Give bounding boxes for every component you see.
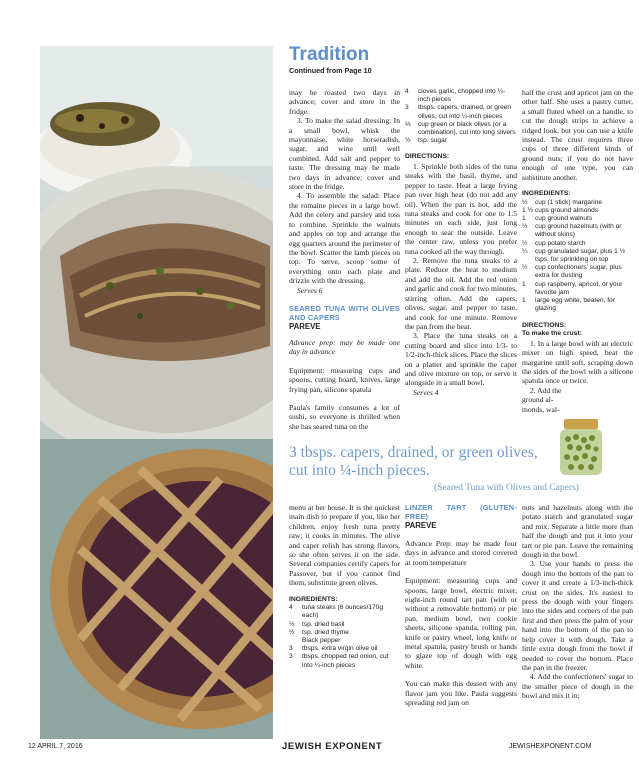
ingredient-list — [522, 199, 633, 314]
ingredient-item: ¼ cup granulated sugar, plus 1 ½ tsps. for sprinkling on top — [522, 247, 626, 264]
serves-line: Serves 6 — [297, 285, 323, 295]
direction-step: monds, wal- — [522, 404, 560, 414]
ingredient-item: 3 tbsps. capers, drained, or green olives, cut into ¼-inch pieces — [405, 104, 512, 120]
serves-line: Serves 4 — [413, 387, 439, 397]
ingredient-item: ½ cup ground hazelnuts (with or without skins) — [522, 223, 622, 239]
website-url: JEWISHEXPONENT.COM — [509, 743, 592, 750]
ingredient-item: 4 cloves garlic, chopped into ¼-inch pieces — [405, 88, 506, 104]
publication-name: JEWISH EXPONENT — [282, 741, 383, 752]
directions-heading: DIRECTIONS: — [522, 321, 567, 329]
ingredient-item: 1 cup ground walnuts — [522, 215, 593, 223]
crust-subheading: To make the crust: — [522, 330, 582, 338]
paragraph: menu at her house. It is the quickest main dish to prepare if you, like her children, enjoy fresh tuna pretty raw; it cooks in minutes. The olive and caper relish has strong flavors, so she often serves it on the side. Several companies certify capers for Passover, but if you cannot find them, substitute green olives. — [289, 503, 400, 588]
ingredient-item: 3 tbsps. chopped red onion, cut into ¼-inch pieces — [289, 653, 389, 669]
ingredient-item: 1 cup raspberry, apricot, or your favorite jam — [522, 280, 623, 296]
paragraph: You can make this dessert with any flavor jam you like. Paula suggests spreading red jam on — [405, 679, 517, 708]
direction-step: 2. Add the — [530, 385, 562, 395]
equipment: Equipment: measuring cups and spoons, large bowl, electric mixer, eight-inch round tart pan (with or without a removable bottom) or pie pan, medium bowl, two cookie sheets, silicone spatula, rolling pin, knife or pastry wheel, long knife or metal spatula, pastry brush or hands to glaze top of dough with egg white. — [405, 576, 517, 670]
column-3-top — [522, 88, 633, 414]
advance-prep: Advance Prep: may be made four days in advance and stored covered at room temperature — [405, 539, 517, 567]
direction-step: 4. Add the confectioners' sugar to the smaller piece of dough in the bowl and mix it in; — [522, 672, 633, 701]
recipe-title: SEARED TUNA WITH OLIVES AND CAPERS — [289, 303, 400, 322]
section-title: Tradition — [289, 44, 370, 65]
ingredient-list — [289, 604, 400, 670]
ingredient-item: ½ tsp. sugar — [405, 137, 447, 145]
direction-step: 3. Use your hands to press the dough into the bottom of the pan to cover it and create a 1/3-inch-thick crust on the sides. It's easiest to press the dough with your fingers into the sides and corners of the pan first and then press the palm of your hand into the bottom of the pan to help cover it with dough. Take a little extra dough from the bowl if needed to cover the bottom. Place the pan in the freezer. — [522, 559, 633, 672]
direction-step: 3. Place the tuna steaks on a cutting board and slice into 1/3- to 1/2-inch-thick slices. Place the slices on a platter and sprinkle the caper and olive mixture on top, or serve it alongside in a small bowl. — [405, 331, 517, 388]
pareve-label: PAREVE — [289, 321, 321, 331]
column-1-bottom — [289, 503, 400, 670]
column-1-top — [289, 88, 400, 431]
direction-step: 1. In a large bowl with an electric mixer on high speed, beat the margarine until soft, scraping down the sides of the bowl with a silicone spatula once or twice. — [522, 338, 633, 386]
paragraph: 3. To make the salad dressing: In a small bowl, whisk the mayonnaise, white horseradish, sugar, and wine until well combined. Add salt and pepper to taste. The dressing may be made two days in advance; cover and store in the fridge. — [289, 116, 400, 192]
advance-prep: Advance prep: may be made one day in advance — [289, 337, 400, 357]
column-2-top — [405, 88, 517, 397]
ingredients-heading: INGREDIENTS: — [522, 190, 571, 198]
ingredient-item: ½ cup (1 stick) margarine — [522, 198, 603, 206]
pull-quote: 3 tbsps. capers, drained, or green olives, cut into ¼-inch pieces. — [289, 444, 538, 479]
ingredient-item: ⅔ cup green or black olives (or a combination), cut into long slivers — [405, 120, 516, 137]
ingredient-item: ½ cup confectioners' sugar, plus extra for dusting — [522, 264, 622, 280]
ingredients-heading: INGREDIENTS: — [289, 595, 338, 603]
paragraph: 4. To assemble the salad: Place the romaine pieces in a large bowl. Add the celery and parsley and toss to combine. Sprinkle the walnuts and apples on top and arrange the egg quarters around the perimeter of the bowl. Scatter the lamb pieces on top. To serve, scoop some of everything onto each plate and drizzle with the dressing. — [289, 191, 400, 286]
paragraph: nuts and hazelnuts along with the potato starch and granulated sugar and mix. Separate a little more than half the dough and put it into your tart or pie pan. Leave the remaining dough in the bowl. — [522, 503, 633, 560]
ingredient-item: Black pepper — [302, 637, 341, 645]
continued-line: Continued from Page 10 — [289, 66, 372, 75]
column-3-bottom — [522, 503, 633, 701]
salad-and-tuna-photo — [40, 46, 273, 439]
direction-step: 1. Sprinkle both sides of the tuna steaks with the basil, thyme, and pepper to taste. Heat a large frying pan over high heat (do not add any oil). When the pan is hot, add the tuna steaks and cook for one to 1.5 minutes on each side, just long enough to sear the outside. Leave the center raw, unless you prefer tuna cooked all the way through. — [405, 162, 517, 256]
directions-heading: DIRECTIONS: — [405, 153, 450, 161]
column-2-bottom — [405, 503, 517, 708]
paragraph: half the crust and apricot jam on the other half. She uses a pastry cutter, a small fluted wheel on a handle, to cut the dough strips to achieve a ridged look, but you can use a knife instead. The crust requires three cups of three different kinds of ground nuts; if you do not have enough of one type, you can substitute another. — [522, 88, 633, 182]
recipe-title: LINZER TART (GLUTEN-FREE) — [405, 503, 517, 521]
caper-jar-image — [554, 417, 608, 477]
direction-step: ground al- — [522, 395, 554, 405]
ingredient-item: 1 large egg white, beaten, for glazing — [522, 297, 615, 313]
ingredient-item: ½ cup potato starch — [522, 239, 586, 247]
ingredient-item: 3 tbsps. extra virgin olive oil — [289, 645, 378, 653]
pull-quote-caption: (Seared Tuna with Olives and Capers) — [434, 483, 579, 493]
ingredient-item: 1 ½ cups ground almonds — [522, 206, 599, 214]
ingredient-item: ½ tsp. dried basil — [289, 620, 345, 628]
equipment: Equipment: measuring cups and spoons, cutting board, knives, large frying pan, silicone spatula — [289, 365, 400, 394]
ingredient-list — [405, 88, 517, 145]
ingredient-item: ½ tsp. dried thyme — [289, 628, 349, 636]
direction-step: 2. Remove the tuna steaks to a plate. Reduce the heat to medium and add the oil. Add the red onion and garlic and cook for two minutes, stirring often. Add the capers, olives, sugar, and pepper to taste, and cook for one minute. Remove the pan from the heat. — [405, 256, 517, 331]
paragraph: may be roasted two days in advance; cover and store in the fridge. — [289, 88, 400, 116]
ingredient-item: 4 tuna steaks (6 ounces/170g each) — [289, 604, 384, 620]
linzer-tart-photo — [40, 439, 273, 739]
pareve-label: PAREVE — [405, 521, 437, 530]
intro-paragraph: Paula's family consumes a lot of sushi, so everyone is thrilled when she has seared tuna on the — [289, 402, 400, 431]
page-number-date: 12 APRIL 7, 2016 — [28, 743, 83, 750]
